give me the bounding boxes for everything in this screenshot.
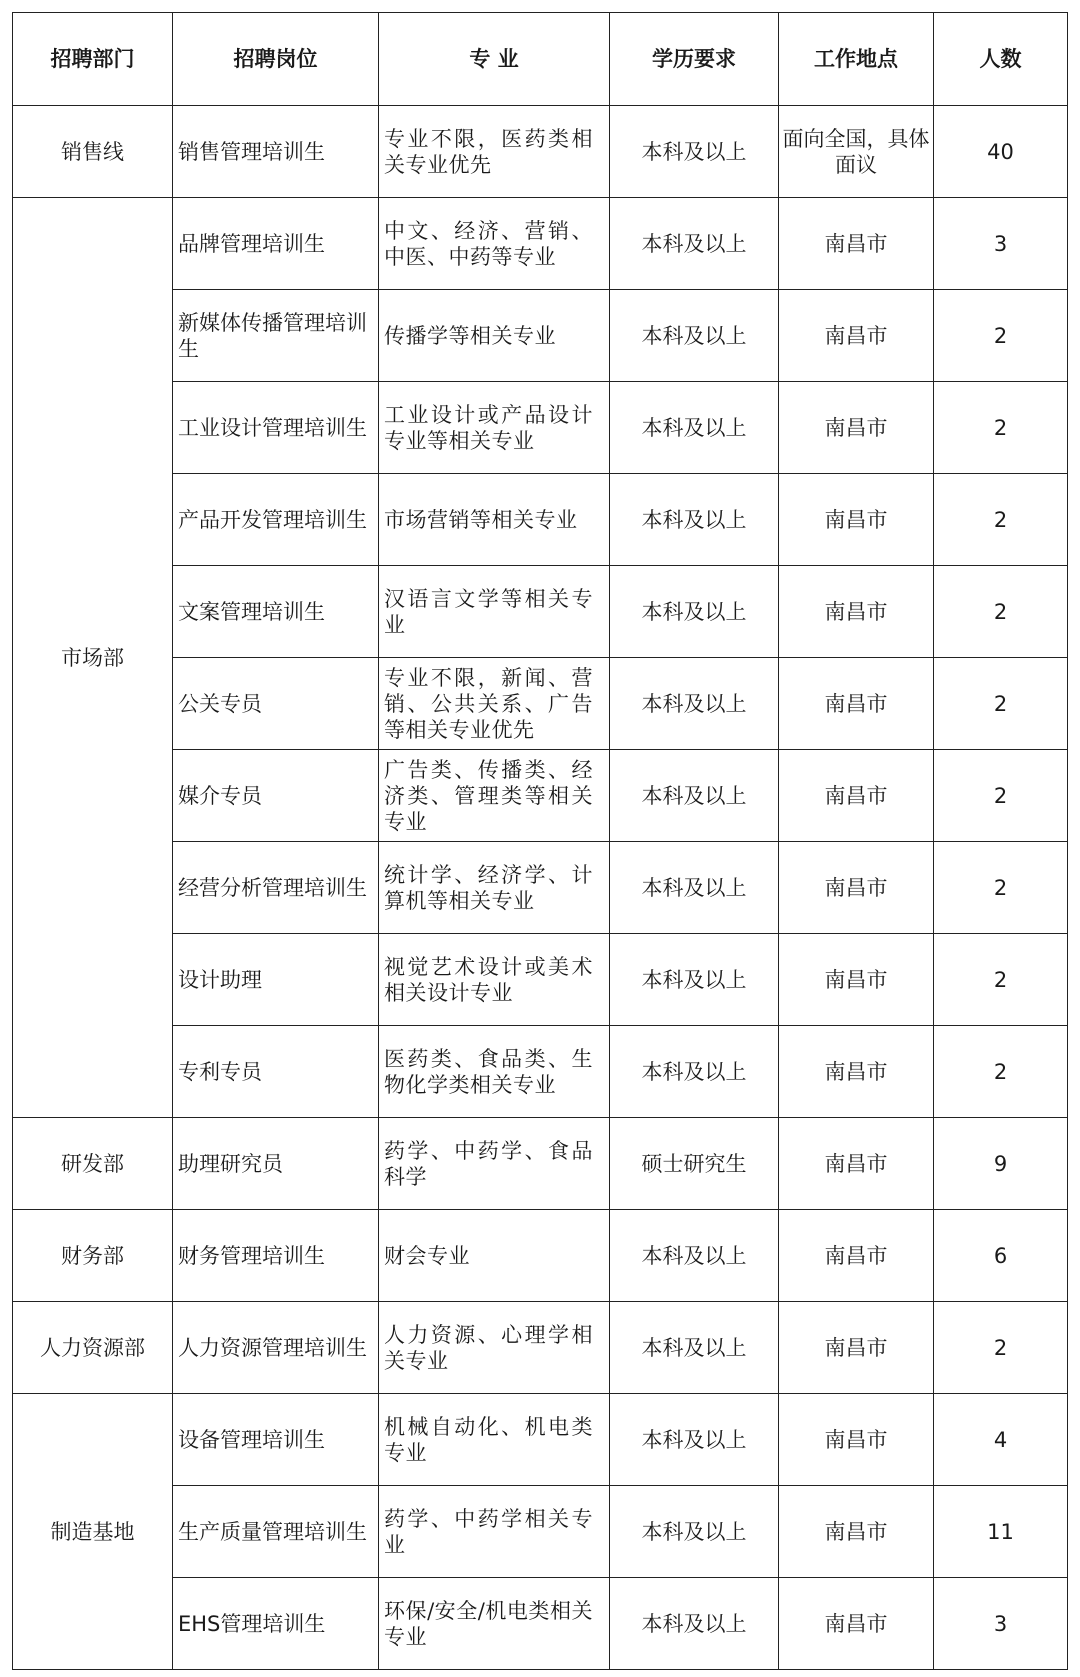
location-cell: 南昌市 — [779, 842, 934, 934]
major-cell: 汉语言文学等相关专业 — [379, 566, 610, 658]
dept-cell: 销售线 — [13, 106, 173, 198]
education-cell: 本科及以上 — [610, 290, 779, 382]
major-cell: 中文、经济、营销、中医、中药等专业 — [379, 198, 610, 290]
position-cell: 产品开发管理培训生 — [173, 474, 379, 566]
major-cell: 广告类、传播类、经济类、管理类等相关专业 — [379, 750, 610, 842]
position-cell: 设计助理 — [173, 934, 379, 1026]
major-cell: 工业设计或产品设计专业等相关专业 — [379, 382, 610, 474]
major-cell: 统计学、经济学、计算机等相关专业 — [379, 842, 610, 934]
location-cell: 南昌市 — [779, 474, 934, 566]
position-cell: 品牌管理培训生 — [173, 198, 379, 290]
position-cell: 专利专员 — [173, 1026, 379, 1118]
education-cell: 本科及以上 — [610, 658, 779, 750]
header-department: 招聘部门 — [13, 13, 173, 106]
count-cell: 2 — [934, 1302, 1068, 1394]
education-cell: 本科及以上 — [610, 842, 779, 934]
education-cell: 硕士研究生 — [610, 1118, 779, 1210]
location-cell: 南昌市 — [779, 658, 934, 750]
education-cell: 本科及以上 — [610, 750, 779, 842]
education-cell: 本科及以上 — [610, 1302, 779, 1394]
major-cell: 视觉艺术设计或美术相关设计专业 — [379, 934, 610, 1026]
count-cell: 9 — [934, 1118, 1068, 1210]
header-position: 招聘岗位 — [173, 13, 379, 106]
count-cell: 2 — [934, 1026, 1068, 1118]
table-row — [13, 198, 1068, 290]
count-cell: 3 — [934, 198, 1068, 290]
location-cell: 南昌市 — [779, 1210, 934, 1302]
count-cell: 2 — [934, 566, 1068, 658]
count-cell: 3 — [934, 1578, 1068, 1670]
header-major: 专 业 — [379, 13, 610, 106]
count-cell: 6 — [934, 1210, 1068, 1302]
count-cell: 40 — [934, 106, 1068, 198]
location-cell: 南昌市 — [779, 1302, 934, 1394]
table-row — [13, 1394, 1068, 1486]
education-cell: 本科及以上 — [610, 1394, 779, 1486]
dept-cell: 研发部 — [13, 1118, 173, 1210]
position-cell: 销售管理培训生 — [173, 106, 379, 198]
location-cell: 面向全国，具体面议 — [779, 106, 934, 198]
header-education: 学历要求 — [610, 13, 779, 106]
count-cell: 2 — [934, 750, 1068, 842]
recruitment-table — [12, 12, 1068, 1670]
location-cell: 南昌市 — [779, 1486, 934, 1578]
position-cell: 文案管理培训生 — [173, 566, 379, 658]
position-cell: 助理研究员 — [173, 1118, 379, 1210]
education-cell: 本科及以上 — [610, 1486, 779, 1578]
location-cell: 南昌市 — [779, 934, 934, 1026]
major-cell: 财会专业 — [379, 1210, 610, 1302]
location-cell: 南昌市 — [779, 566, 934, 658]
position-cell: 工业设计管理培训生 — [173, 382, 379, 474]
location-cell: 南昌市 — [779, 198, 934, 290]
major-cell: 市场营销等相关专业 — [379, 474, 610, 566]
count-cell: 2 — [934, 842, 1068, 934]
table-row — [13, 1210, 1068, 1302]
table-row — [13, 1302, 1068, 1394]
major-cell: 人力资源、心理学相关专业 — [379, 1302, 610, 1394]
major-cell: 药学、中药学、食品科学 — [379, 1118, 610, 1210]
recruitment-table-wrapper — [12, 12, 1068, 1670]
location-cell: 南昌市 — [779, 382, 934, 474]
table-row — [13, 1118, 1068, 1210]
header-location: 工作地点 — [779, 13, 934, 106]
education-cell: 本科及以上 — [610, 198, 779, 290]
location-cell: 南昌市 — [779, 1118, 934, 1210]
position-cell: EHS管理培训生 — [173, 1578, 379, 1670]
position-cell: 公关专员 — [173, 658, 379, 750]
count-cell: 11 — [934, 1486, 1068, 1578]
count-cell: 2 — [934, 474, 1068, 566]
position-cell: 经营分析管理培训生 — [173, 842, 379, 934]
header-row — [13, 13, 1068, 106]
major-cell: 环保/安全/机电类相关专业 — [379, 1578, 610, 1670]
header-count: 人数 — [934, 13, 1068, 106]
count-cell: 2 — [934, 382, 1068, 474]
education-cell: 本科及以上 — [610, 566, 779, 658]
major-cell: 药学、中药学相关专业 — [379, 1486, 610, 1578]
position-cell: 生产质量管理培训生 — [173, 1486, 379, 1578]
dept-cell: 人力资源部 — [13, 1302, 173, 1394]
major-cell: 专业不限，医药类相关专业优先 — [379, 106, 610, 198]
position-cell: 媒介专员 — [173, 750, 379, 842]
position-cell: 财务管理培训生 — [173, 1210, 379, 1302]
major-cell: 医药类、食品类、生物化学类相关专业 — [379, 1026, 610, 1118]
education-cell: 本科及以上 — [610, 934, 779, 1026]
dept-cell: 制造基地 — [13, 1394, 173, 1670]
position-cell: 人力资源管理培训生 — [173, 1302, 379, 1394]
major-cell: 机械自动化、机电类专业 — [379, 1394, 610, 1486]
position-cell: 新媒体传播管理培训生 — [173, 290, 379, 382]
education-cell: 本科及以上 — [610, 1578, 779, 1670]
position-cell: 设备管理培训生 — [173, 1394, 379, 1486]
education-cell: 本科及以上 — [610, 382, 779, 474]
location-cell: 南昌市 — [779, 750, 934, 842]
education-cell: 本科及以上 — [610, 106, 779, 198]
location-cell: 南昌市 — [779, 290, 934, 382]
education-cell: 本科及以上 — [610, 1210, 779, 1302]
dept-cell: 市场部 — [13, 198, 173, 1118]
count-cell: 4 — [934, 1394, 1068, 1486]
count-cell: 2 — [934, 934, 1068, 1026]
major-cell: 专业不限，新闻、营销、公共关系、广告等相关专业优先 — [379, 658, 610, 750]
major-cell: 传播学等相关专业 — [379, 290, 610, 382]
table-row — [13, 106, 1068, 198]
dept-cell: 财务部 — [13, 1210, 173, 1302]
location-cell: 南昌市 — [779, 1578, 934, 1670]
location-cell: 南昌市 — [779, 1394, 934, 1486]
count-cell: 2 — [934, 658, 1068, 750]
education-cell: 本科及以上 — [610, 1026, 779, 1118]
education-cell: 本科及以上 — [610, 474, 779, 566]
location-cell: 南昌市 — [779, 1026, 934, 1118]
count-cell: 2 — [934, 290, 1068, 382]
